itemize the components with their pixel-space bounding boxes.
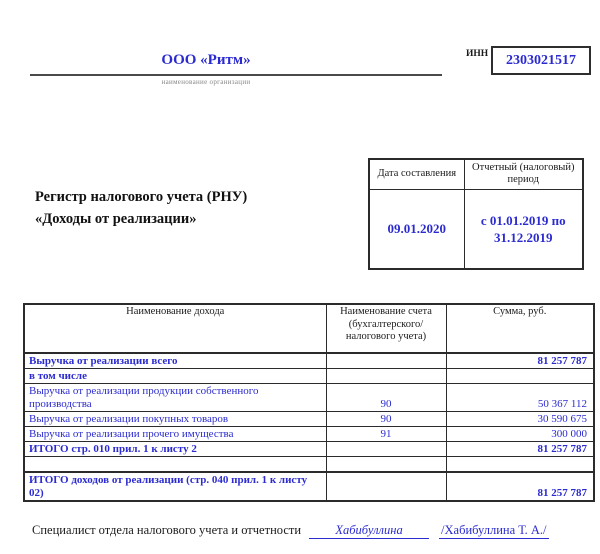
income-table-row — [24, 457, 594, 473]
organization-name: ООО «Ритм» — [161, 52, 251, 68]
account-header: Наименование счета (бухгалтерского/ налогового учета) — [326, 304, 446, 353]
income-cell-account: 91 — [326, 427, 446, 442]
income-cell-name: Выручка от реализации всего — [24, 353, 326, 369]
income-cell-name: в том числе — [24, 369, 326, 384]
inn-value-box: 2303021517 — [491, 46, 591, 75]
income-cell-account — [326, 457, 446, 473]
income-cell-amount: 81 257 787 — [446, 442, 594, 457]
income-cell-name: Выручка от реализации продукции собственного производства — [24, 384, 326, 412]
date-period-header-row — [369, 159, 583, 189]
income-cell-amount: 81 257 787 — [446, 472, 594, 501]
organization-underline — [30, 74, 442, 76]
income-table-row — [24, 412, 594, 427]
period-value-cell: с 01.01.2019 по 31.12.2019 — [464, 189, 583, 269]
amount-header: Сумма, руб. — [446, 304, 594, 353]
handwritten-signature: Хабибуллина — [309, 523, 429, 539]
income-cell-amount: 300 000 — [446, 427, 594, 442]
income-table-row — [24, 353, 594, 369]
income-cell-account: 90 — [326, 384, 446, 412]
income-cell-account — [326, 369, 446, 384]
signature-decoded-name: /Хабибуллина Т. А./ — [441, 523, 547, 537]
income-cell-account — [326, 353, 446, 369]
signature-row — [32, 523, 594, 539]
period-header-cell: Отчетный (налоговый) период — [464, 159, 583, 189]
date-period-table — [368, 158, 584, 270]
income-table-row — [24, 369, 594, 384]
signature-role: Специалист отдела налогового учета и отчетности — [32, 523, 302, 537]
income-cell-amount: 50 367 112 — [446, 384, 594, 412]
income-cell-amount — [446, 457, 594, 473]
date-header-cell: Дата составления — [369, 159, 464, 189]
income-cell-name — [24, 457, 326, 473]
income-table-body — [24, 353, 594, 501]
income-cell-account — [326, 472, 446, 501]
report-title — [35, 186, 247, 230]
organization-caption: наименование организации — [161, 78, 251, 86]
income-cell-account: 90 — [326, 412, 446, 427]
date-period-value-row — [369, 189, 583, 269]
income-cell-amount: 81 257 787 — [446, 353, 594, 369]
inn-label: ИНН — [466, 49, 489, 59]
income-table-row — [24, 472, 594, 501]
income-cell-name: ИТОГО стр. 010 прил. 1 к листу 2 — [24, 442, 326, 457]
income-cell-amount: 30 590 675 — [446, 412, 594, 427]
income-table-row — [24, 427, 594, 442]
income-cell-account — [326, 442, 446, 457]
income-table-row — [24, 442, 594, 457]
income-table-row — [24, 384, 594, 412]
report-title-line2: «Доходы от реализации» — [35, 211, 197, 227]
income-name-header: Наименование дохода — [24, 304, 326, 353]
report-title-line1: Регистр налогового учета (РНУ) — [35, 189, 248, 205]
income-cell-amount — [446, 369, 594, 384]
income-table-header-row — [24, 304, 594, 353]
income-cell-name: Выручка от реализации покупных товаров — [24, 412, 326, 427]
income-table — [23, 303, 595, 502]
income-cell-name: Выручка от реализации прочего имущества — [24, 427, 326, 442]
income-cell-name: ИТОГО доходов от реализации (стр. 040 прил. 1 к листу 02) — [24, 472, 326, 501]
date-value-cell: 09.01.2020 — [369, 189, 464, 269]
